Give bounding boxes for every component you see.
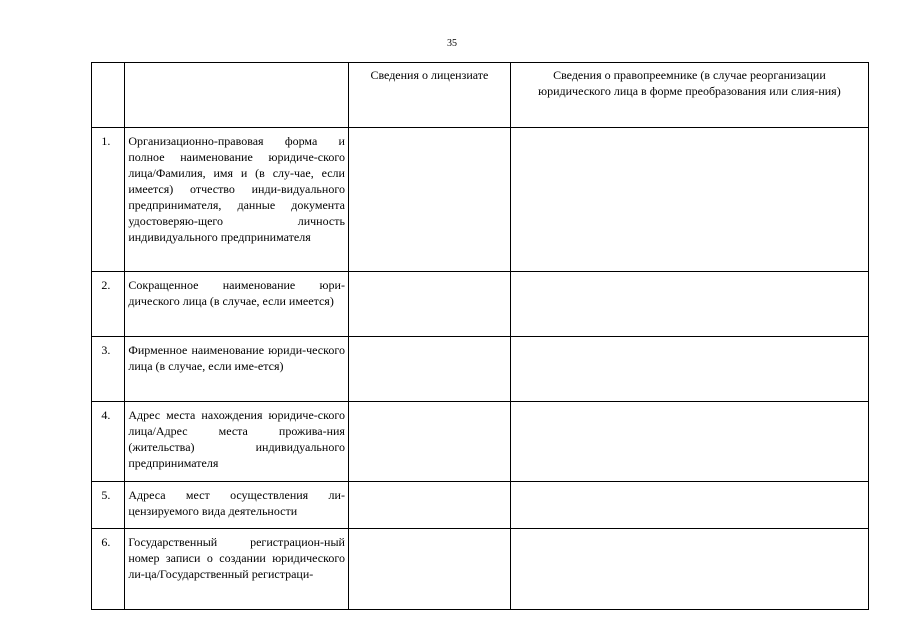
table-row: [92, 337, 869, 402]
header-num: [92, 63, 125, 128]
table-row: [92, 402, 869, 482]
licensee-cell[interactable]: [348, 482, 510, 529]
row-field-label: [125, 128, 349, 272]
successor-cell[interactable]: [510, 272, 868, 337]
header-licensee: Сведения о лицензиате: [348, 63, 510, 128]
licensee-cell[interactable]: [348, 529, 510, 610]
row-number: 6.: [92, 529, 125, 610]
successor-cell[interactable]: [510, 128, 868, 272]
row-field-label: [125, 529, 349, 610]
successor-cell[interactable]: [510, 482, 868, 529]
successor-cell[interactable]: [510, 337, 868, 402]
row-field-label: [125, 337, 349, 402]
licensee-cell[interactable]: [348, 402, 510, 482]
license-info-table: [91, 62, 869, 610]
field-text: Организационно-правовая форма и полное наименование юридиче-ского лица/Фамилия, имя и (в слу-чае, если имеется) отчество инди-видуального предпринимателя, данные документа удостоверяю-щего личность индивидуального предпринимателя: [128, 134, 345, 244]
successor-cell[interactable]: [510, 402, 868, 482]
field-text: Сокращенное наименование юри-дического лица (в случае, если имеется): [128, 278, 345, 308]
row-number: 1.: [92, 128, 125, 272]
row-field-label: [125, 402, 349, 482]
licensee-cell[interactable]: [348, 128, 510, 272]
row-field-label: [125, 272, 349, 337]
successor-cell[interactable]: [510, 529, 868, 610]
field-text: Адреса мест осуществления ли-цензируемого вида деятельности: [128, 488, 345, 518]
table-row: [92, 128, 869, 272]
row-number: 4.: [92, 402, 125, 482]
field-text: Фирменное наименование юриди-ческого лица (в случае, если име-ется): [128, 343, 345, 373]
row-field-label: [125, 482, 349, 529]
page-number: 35: [447, 38, 457, 49]
licensee-cell[interactable]: [348, 272, 510, 337]
table-row: [92, 272, 869, 337]
table-row: [92, 529, 869, 610]
licensee-cell[interactable]: [348, 337, 510, 402]
header-field: [125, 63, 349, 128]
header-successor: Сведения о правопреемнике (в случае реорганизации юридического лица в форме преобразования или слия-ния): [510, 63, 868, 128]
field-text: Государственный регистрацион-ный номер записи о создании юридического ли-ца/Государственный регистраци-: [128, 535, 345, 581]
row-number: 2.: [92, 272, 125, 337]
row-number: 5.: [92, 482, 125, 529]
row-number: 3.: [92, 337, 125, 402]
field-text: Адрес места нахождения юридиче-ского лица/Адрес места прожива-ния (жительства) индивидуального предпринимателя: [128, 408, 345, 470]
table-header-row: [92, 63, 869, 128]
table-row: [92, 482, 869, 529]
